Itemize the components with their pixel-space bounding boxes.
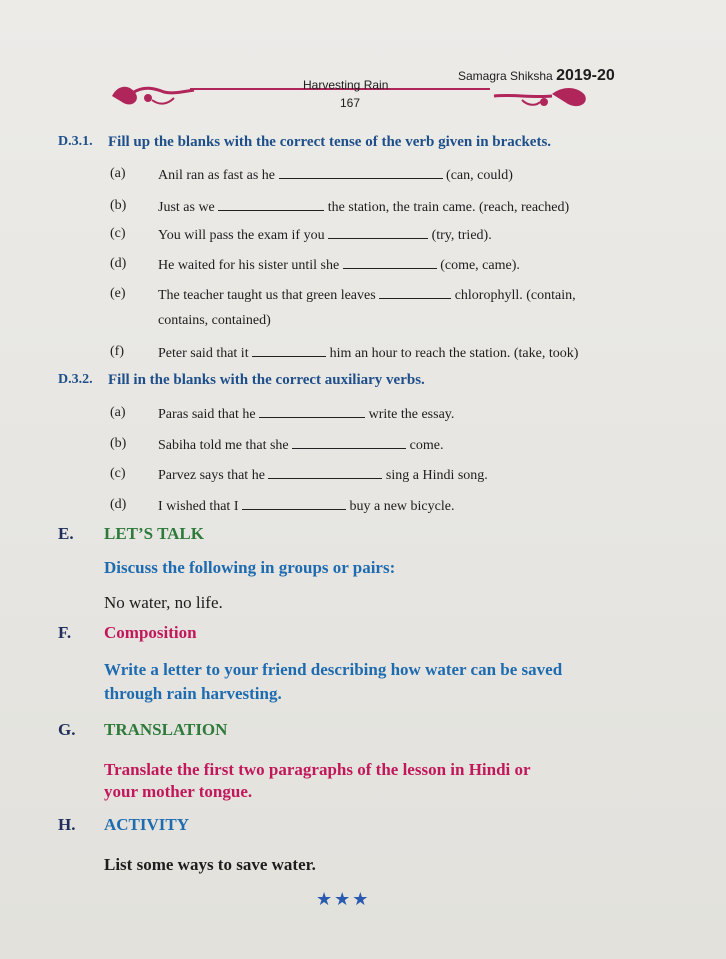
item-label: (b) <box>110 436 127 451</box>
blank-sentence: Peter said that it him an hour to reach the station. (take, took) <box>158 346 579 361</box>
answer-blank <box>252 344 326 357</box>
exercise-d31-id: D.3.1. <box>58 134 93 149</box>
blank-sentence-continued: contains, contained) <box>158 313 271 328</box>
section-f-instruction-line1: Write a letter to your friend describing how water can be saved <box>104 660 563 679</box>
blank-sentence: Sabiha told me that she come. <box>158 438 444 453</box>
section-h-title: ACTIVITY <box>104 815 190 834</box>
item-label: (d) <box>110 497 127 512</box>
section-e-topic: No water, no life. <box>104 593 223 612</box>
answer-blank <box>268 466 382 479</box>
blank-sentence: The teacher taught us that green leaves chlorophyll. (contain, <box>158 288 576 303</box>
section-e-instruction: Discuss the following in groups or pairs: <box>104 558 396 577</box>
blank-sentence: I wished that I buy a new bicycle. <box>158 499 455 514</box>
answer-blank <box>343 256 437 269</box>
answer-blank <box>242 497 346 510</box>
blank-sentence: Parvez says that he sing a Hindi song. <box>158 468 488 483</box>
page-number: 167 <box>340 96 361 110</box>
exercise-d32-id: D.3.2. <box>58 372 93 387</box>
section-h-label: H. <box>58 815 76 834</box>
blank-sentence: Anil ran as fast as he (can, could) <box>158 168 513 183</box>
item-label: (c) <box>110 466 126 481</box>
blank-sentence: He waited for his sister until she (come, came). <box>158 258 520 273</box>
item-label: (d) <box>110 256 127 271</box>
answer-blank <box>218 198 324 211</box>
left-floral-ornament <box>108 78 198 110</box>
section-g-instruction-line1: Translate the first two paragraphs of the lesson in Hindi or <box>104 760 531 779</box>
star-divider-icon: ★★★ <box>316 889 371 909</box>
chapter-title: Harvesting Rain <box>303 78 389 92</box>
section-f-title: Composition <box>104 623 197 642</box>
publisher-year <box>458 67 615 85</box>
answer-blank <box>292 436 406 449</box>
answer-blank <box>279 166 443 179</box>
item-label: (f) <box>110 344 124 359</box>
section-f-instruction-line2: through rain harvesting. <box>104 684 282 703</box>
item-label: (b) <box>110 198 127 213</box>
right-floral-ornament <box>492 84 592 112</box>
section-h-instruction: List some ways to save water. <box>104 855 316 874</box>
blank-sentence: You will pass the exam if you (try, tried). <box>158 228 492 243</box>
item-label: (a) <box>110 166 126 181</box>
exercise-d31-instruction: Fill up the blanks with the correct tense of the verb given in brackets. <box>108 134 552 150</box>
item-label: (c) <box>110 226 126 241</box>
section-e-title: LET’S TALK <box>104 524 204 543</box>
blank-sentence: Just as we the station, the train came. (reach, reached) <box>158 200 570 215</box>
section-g-title: TRANSLATION <box>104 720 228 739</box>
item-label: (e) <box>110 286 126 301</box>
item-label: (a) <box>110 405 126 420</box>
edition-year: 2019-20 <box>556 67 615 84</box>
section-g-instruction-line2: your mother tongue. <box>104 782 253 801</box>
section-f-label: F. <box>58 623 72 642</box>
answer-blank <box>379 286 451 299</box>
section-e-label: E. <box>58 524 74 543</box>
exercise-d32-instruction: Fill in the blanks with the correct auxiliary verbs. <box>108 372 425 388</box>
blank-sentence: Paras said that he write the essay. <box>158 407 455 422</box>
answer-blank <box>259 405 365 418</box>
answer-blank <box>328 226 428 239</box>
section-g-label: G. <box>58 720 76 739</box>
publisher-name: Samagra Shiksha <box>458 69 553 83</box>
